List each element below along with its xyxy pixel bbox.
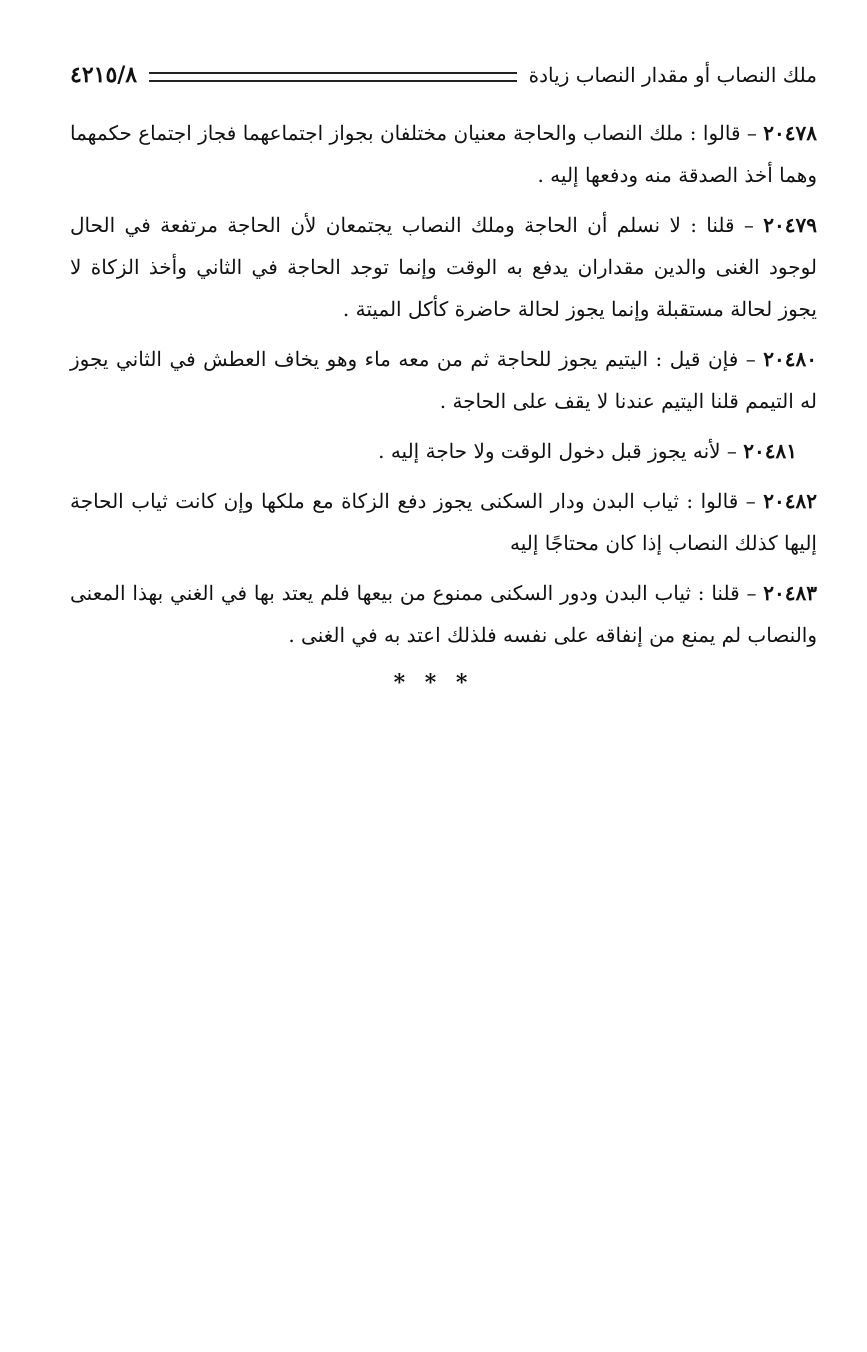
page-reference: ٤٢١٥/٨ xyxy=(70,62,138,88)
paragraph-20481 xyxy=(70,430,817,472)
paragraph-text: – قالوا : ملك النصاب والحاجة معنيان مختلفان بجواز اجتماعهما فجاز اجتماع حكمهما وهما أخذ الصدقة منه ودفعها إليه . xyxy=(70,121,817,187)
paragraph-text: – قلنا : ثياب البدن ودور السكنى ممنوع من بيعها فلم يعتد بها في الغني بهذا المعنى والنصاب لم يمنع من إنفاقه على نفسه فلذلك اعتد به في الغنى . xyxy=(70,581,817,647)
header-rule xyxy=(149,72,517,82)
paragraph-20480 xyxy=(70,338,817,422)
paragraph-number: ٢٠٤٨١ xyxy=(743,439,797,463)
paragraph-text: – لأنه يجوز قبل دخول الوقت ولا حاجة إليه . xyxy=(378,439,737,463)
running-title: ملك النصاب أو مقدار النصاب زيادة xyxy=(528,63,817,87)
paragraph-number: ٢٠٤٨٣ xyxy=(763,581,818,605)
paragraph-20478 xyxy=(70,112,817,196)
paragraph-number: ٢٠٤٨٠ xyxy=(763,347,818,371)
paragraph-text: – قالوا : ثياب البدن ودار السكنى يجوز دفع الزكاة مع ملكها وإن كانت ثياب الحاجة إليها كذلك النصاب إذا كان محتاجًا إليه xyxy=(70,489,817,555)
paragraph-20482 xyxy=(70,480,817,564)
page-header xyxy=(70,58,817,92)
paragraph-number: ٢٠٤٨٢ xyxy=(763,489,818,513)
section-separator: * * * xyxy=(393,670,474,696)
paragraph-number: ٢٠٤٧٨ xyxy=(763,121,818,145)
paragraph-number: ٢٠٤٧٩ xyxy=(763,213,817,237)
paragraph-text: – فإن قيل : اليتيم يجوز للحاجة ثم من معه ماء وهو يخاف العطش في الثاني يجوز له التيمم قلنا اليتيم عندنا لا يقف على الحاجة . xyxy=(70,347,817,413)
paragraph-text: – قلنا : لا نسلم أن الحاجة وملك النصاب يجتمعان لأن الحاجة مرتفعة في الحال لوجود الغنى والدين مقداران يدفع به الوقت وإنما توجد الحاجة في الثاني وأخذ الزكاة لا يجوز لحالة مستقبلة وإنما يجوز لحالة حاضرة كأكل الميتة . xyxy=(70,213,817,321)
paragraph-20483 xyxy=(70,572,817,656)
document-body xyxy=(70,112,817,664)
paragraph-20479 xyxy=(70,204,817,330)
